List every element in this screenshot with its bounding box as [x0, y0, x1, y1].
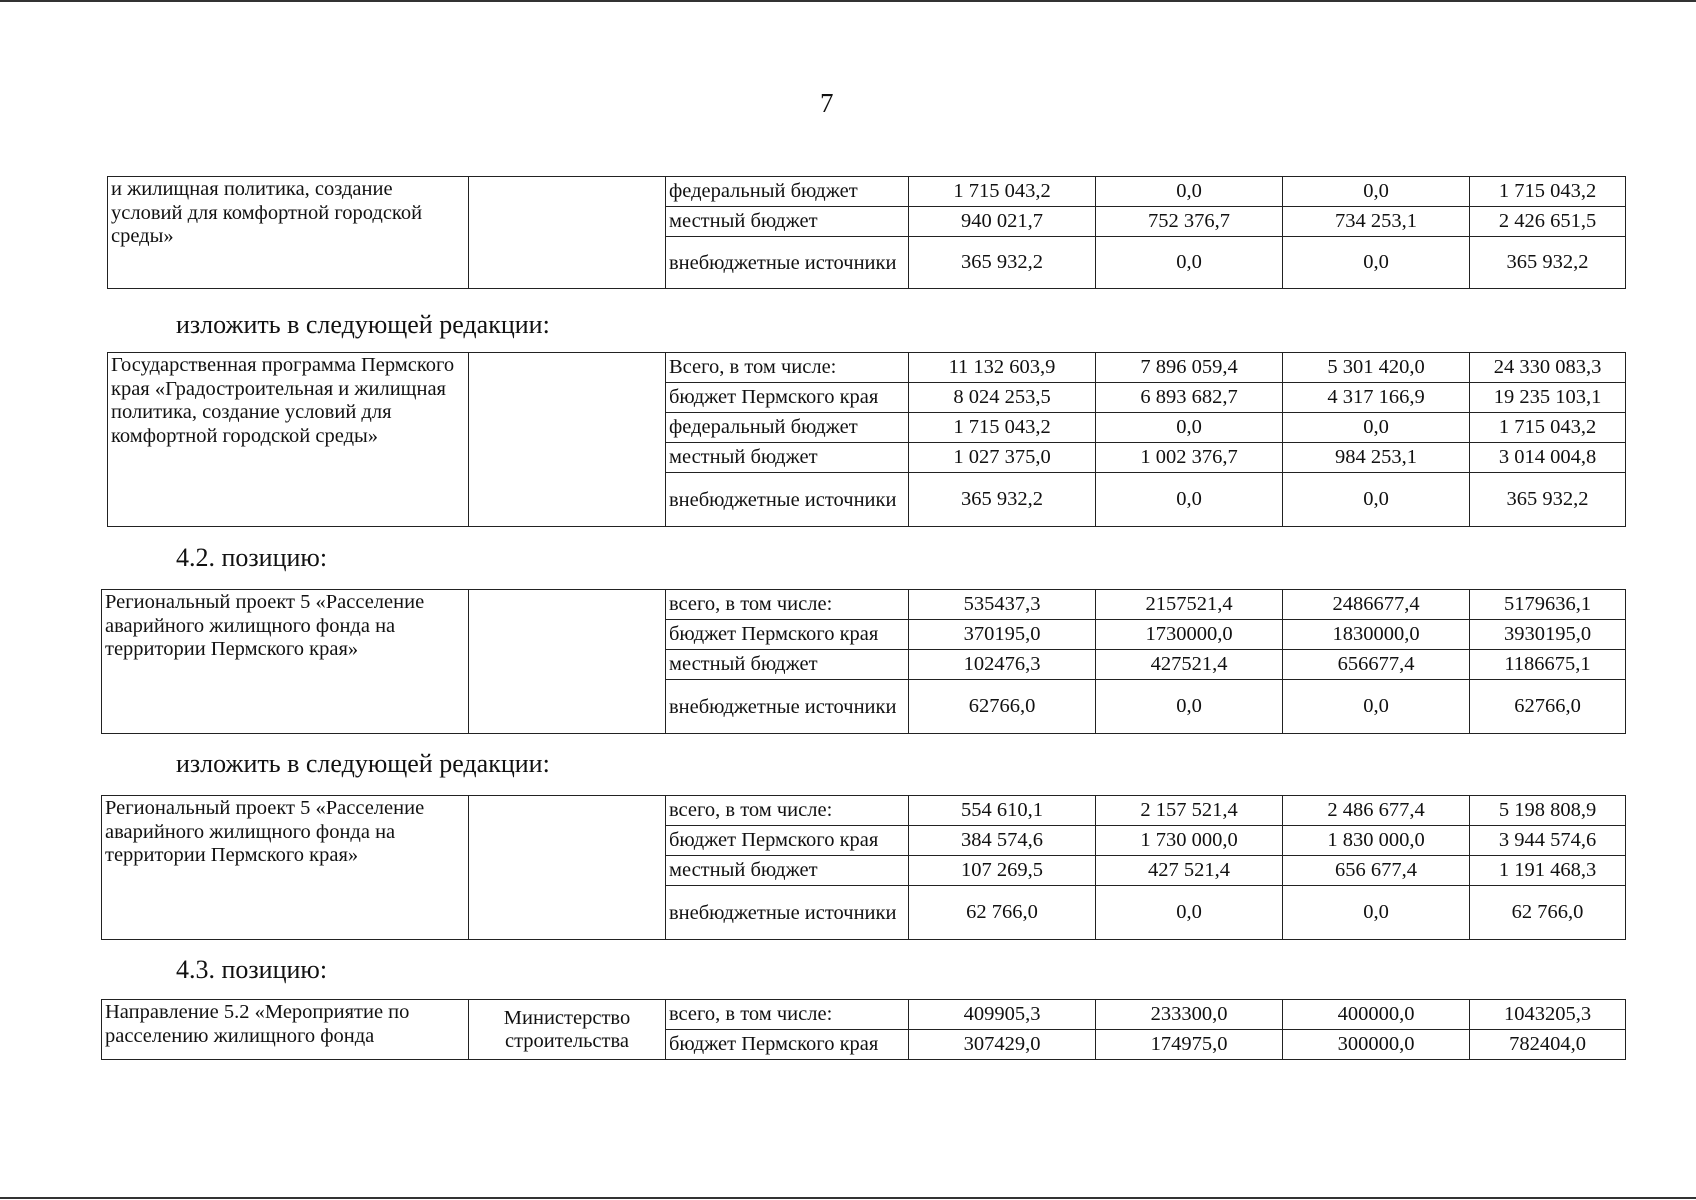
value-year-1: 409905,3 — [909, 1000, 1096, 1030]
value-total: 1186675,1 — [1470, 650, 1626, 680]
responsible-cell — [469, 177, 666, 289]
value-total: 1 715 043,2 — [1470, 177, 1626, 207]
value-total: 62766,0 — [1470, 680, 1626, 734]
table-row — [102, 1000, 1626, 1030]
funding-source: федеральный бюджет — [666, 413, 909, 443]
scan-edge-top — [0, 0, 1696, 2]
value-year-1: 1 715 043,2 — [909, 413, 1096, 443]
value-year-1: 8 024 253,5 — [909, 383, 1096, 413]
value-year-3: 734 253,1 — [1283, 207, 1470, 237]
value-year-1: 62 766,0 — [909, 886, 1096, 940]
value-year-3: 0,0 — [1283, 886, 1470, 940]
value-total: 1 715 043,2 — [1470, 413, 1626, 443]
value-year-1: 1 027 375,0 — [909, 443, 1096, 473]
program-name-cell: и жилищная политика, создание условий для комфортной городской среды» — [108, 177, 469, 289]
value-year-3: 0,0 — [1283, 473, 1470, 527]
funding-source: Всего, в том числе: — [666, 353, 909, 383]
value-year-1: 1 715 043,2 — [909, 177, 1096, 207]
value-total: 365 932,2 — [1470, 237, 1626, 289]
table-row — [102, 590, 1626, 620]
value-year-1: 384 574,6 — [909, 826, 1096, 856]
value-year-2: 0,0 — [1096, 680, 1283, 734]
value-year-3: 0,0 — [1283, 177, 1470, 207]
value-year-1: 62766,0 — [909, 680, 1096, 734]
value-year-3: 300000,0 — [1283, 1030, 1470, 1060]
value-total: 3930195,0 — [1470, 620, 1626, 650]
funding-source: федеральный бюджет — [666, 177, 909, 207]
responsible-cell — [469, 796, 666, 940]
value-year-2: 233300,0 — [1096, 1000, 1283, 1030]
table-row — [108, 177, 1626, 207]
value-year-3: 1 830 000,0 — [1283, 826, 1470, 856]
value-year-2: 2157521,4 — [1096, 590, 1283, 620]
value-year-2: 0,0 — [1096, 177, 1283, 207]
value-total: 782404,0 — [1470, 1030, 1626, 1060]
value-year-1: 370195,0 — [909, 620, 1096, 650]
funding-source: бюджет Пермского края — [666, 826, 909, 856]
funding-source: всего, в том числе: — [666, 590, 909, 620]
funding-source: внебюджетные источники — [666, 237, 909, 289]
responsible-cell: Министерство строительства — [469, 1000, 666, 1060]
project-name-cell: Региональный проект 5 «Расселение аварийного жилищного фонда на территории Пермского края» — [102, 796, 469, 940]
value-year-1: 940 021,7 — [909, 207, 1096, 237]
value-total: 365 932,2 — [1470, 473, 1626, 527]
funding-source: внебюджетные источники — [666, 680, 909, 734]
budget-table-5 — [101, 999, 1626, 1060]
value-year-3: 400000,0 — [1283, 1000, 1470, 1030]
program-name-cell: Государственная программа Пермского края «Градостроительная и жилищная политика, создание условий для комфортной городской среды» — [108, 353, 469, 527]
budget-table-1 — [107, 176, 1626, 289]
value-year-1: 554 610,1 — [909, 796, 1096, 826]
value-year-3: 984 253,1 — [1283, 443, 1470, 473]
value-total: 2 426 651,5 — [1470, 207, 1626, 237]
value-year-2: 0,0 — [1096, 473, 1283, 527]
value-total: 5179636,1 — [1470, 590, 1626, 620]
funding-source: внебюджетные источники — [666, 886, 909, 940]
funding-source: местный бюджет — [666, 650, 909, 680]
value-year-1: 102476,3 — [909, 650, 1096, 680]
value-year-1: 535437,3 — [909, 590, 1096, 620]
funding-source: местный бюджет — [666, 207, 909, 237]
value-year-2: 1 730 000,0 — [1096, 826, 1283, 856]
value-year-1: 365 932,2 — [909, 473, 1096, 527]
project-name-cell: Региональный проект 5 «Расселение аварийного жилищного фонда на территории Пермского края» — [102, 590, 469, 734]
value-year-3: 5 301 420,0 — [1283, 353, 1470, 383]
table-row — [102, 796, 1626, 826]
value-total: 3 014 004,8 — [1470, 443, 1626, 473]
funding-source: всего, в том числе: — [666, 796, 909, 826]
funding-source: бюджет Пермского края — [666, 1030, 909, 1060]
value-year-1: 107 269,5 — [909, 856, 1096, 886]
value-year-3: 656677,4 — [1283, 650, 1470, 680]
funding-source: бюджет Пермского края — [666, 620, 909, 650]
direction-name-cell: Направление 5.2 «Мероприятие по расселению жилищного фонда — [102, 1000, 469, 1060]
value-year-3: 656 677,4 — [1283, 856, 1470, 886]
budget-table-2 — [107, 352, 1626, 527]
value-year-3: 2486677,4 — [1283, 590, 1470, 620]
value-year-3: 4 317 166,9 — [1283, 383, 1470, 413]
position-caption: 4.2. позицию: — [176, 543, 328, 572]
value-year-2: 0,0 — [1096, 237, 1283, 289]
budget-table-3 — [101, 589, 1626, 734]
value-year-2: 2 157 521,4 — [1096, 796, 1283, 826]
value-total: 24 330 083,3 — [1470, 353, 1626, 383]
value-year-1: 307429,0 — [909, 1030, 1096, 1060]
value-year-2: 427521,4 — [1096, 650, 1283, 680]
value-total: 1 191 468,3 — [1470, 856, 1626, 886]
value-year-2: 174975,0 — [1096, 1030, 1283, 1060]
value-year-3: 0,0 — [1283, 680, 1470, 734]
funding-source: местный бюджет — [666, 856, 909, 886]
responsible-cell — [469, 353, 666, 527]
value-year-2: 1 002 376,7 — [1096, 443, 1283, 473]
value-total: 19 235 103,1 — [1470, 383, 1626, 413]
amendment-caption: изложить в следующей редакции: — [176, 310, 550, 339]
value-year-2: 752 376,7 — [1096, 207, 1283, 237]
value-total: 62 766,0 — [1470, 886, 1626, 940]
value-year-2: 1730000,0 — [1096, 620, 1283, 650]
funding-source: бюджет Пермского края — [666, 383, 909, 413]
value-year-2: 427 521,4 — [1096, 856, 1283, 886]
amendment-caption: изложить в следующей редакции: — [176, 749, 550, 778]
funding-source: всего, в том числе: — [666, 1000, 909, 1030]
value-year-1: 11 132 603,9 — [909, 353, 1096, 383]
value-total: 1043205,3 — [1470, 1000, 1626, 1030]
value-total: 3 944 574,6 — [1470, 826, 1626, 856]
budget-table-4 — [101, 795, 1626, 940]
scan-edge-bottom — [0, 1197, 1696, 1199]
funding-source: внебюджетные источники — [666, 473, 909, 527]
value-year-2: 0,0 — [1096, 886, 1283, 940]
table-row — [108, 353, 1626, 383]
value-year-2: 0,0 — [1096, 413, 1283, 443]
value-year-3: 0,0 — [1283, 413, 1470, 443]
value-year-3: 0,0 — [1283, 237, 1470, 289]
value-year-2: 6 893 682,7 — [1096, 383, 1283, 413]
funding-source: местный бюджет — [666, 443, 909, 473]
value-year-2: 7 896 059,4 — [1096, 353, 1283, 383]
value-year-1: 365 932,2 — [909, 237, 1096, 289]
value-total: 5 198 808,9 — [1470, 796, 1626, 826]
value-year-3: 2 486 677,4 — [1283, 796, 1470, 826]
responsible-cell — [469, 590, 666, 734]
page-number: 7 — [820, 88, 834, 118]
position-caption: 4.3. позицию: — [176, 955, 328, 984]
value-year-3: 1830000,0 — [1283, 620, 1470, 650]
